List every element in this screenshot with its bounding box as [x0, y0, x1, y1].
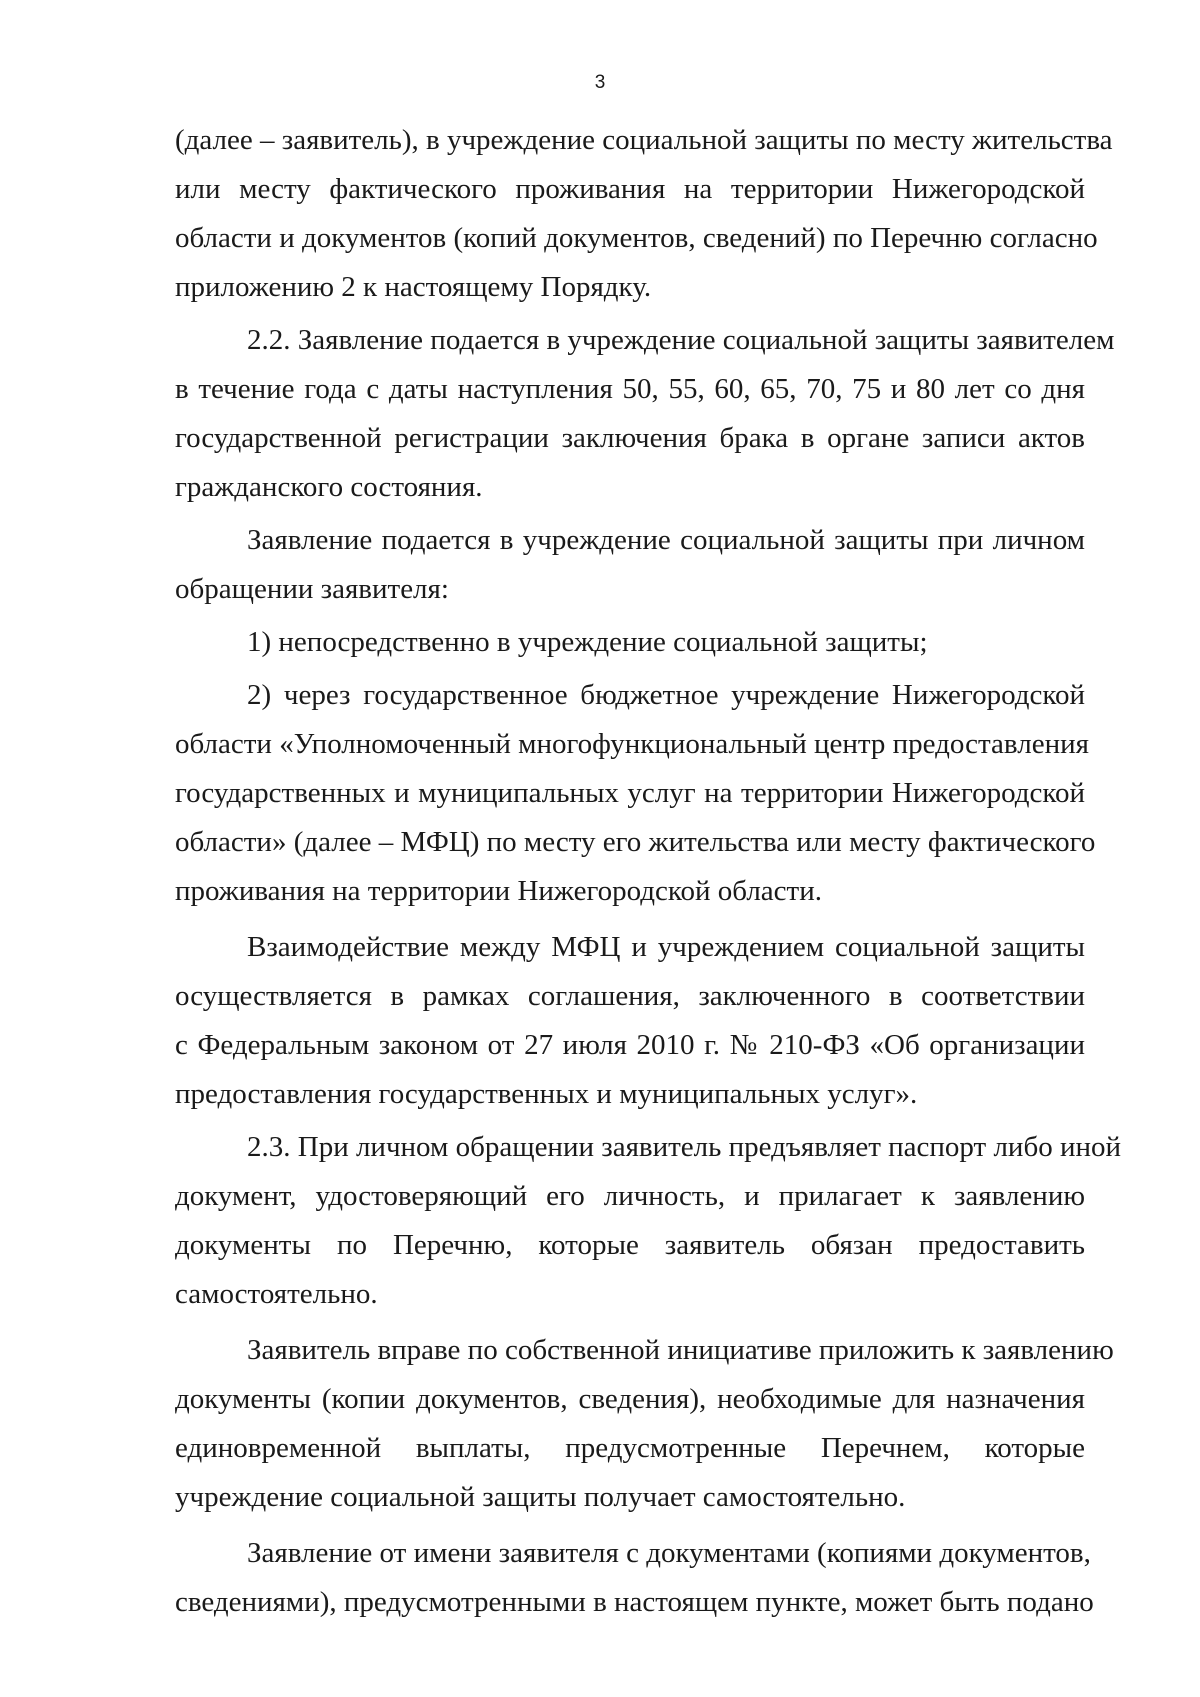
text-line: Взаимодействие между МФЦ и учреждением социальной защиты: [247, 931, 1085, 963]
paragraph-continuation: [175, 116, 1113, 312]
text-line: сведениями), предусмотренными в настоящем пункте, может быть подано: [175, 1586, 1094, 1618]
text-line: Заявление от имени заявителя с документами (копиями документов,: [247, 1537, 1091, 1569]
document-body: [175, 116, 1122, 1627]
paragraph-initiative: [175, 1326, 1114, 1522]
page-number: 3: [594, 72, 606, 93]
text-line: 2.3. При личном обращении заявитель предъявляет паспорт либо иной: [247, 1131, 1122, 1163]
text-line: документы по Перечню, которые заявитель обязан предоставить: [175, 1229, 1085, 1261]
text-line: области» (далее – МФЦ) по месту его жительства или месту фактического: [175, 826, 1096, 858]
text-line: самостоятельно.: [175, 1278, 378, 1310]
text-line: 1) непосредственно в учреждение социальной защиты;: [247, 626, 928, 658]
text-line: осуществляется в рамках соглашения, заключенного в соответствии: [175, 980, 1085, 1012]
text-line: государственной регистрации заключения брака в органе записи актов: [175, 422, 1085, 454]
list-item-2: [175, 671, 1096, 916]
text-line: Заявление подается в учреждение социальной защиты при личном: [247, 524, 1085, 556]
paragraph-on-behalf: [175, 1529, 1094, 1627]
list-item-1: [175, 618, 1085, 667]
paragraph-2-3: [175, 1123, 1122, 1319]
text-line: единовременной выплаты, предусмотренные Перечнем, которые: [175, 1432, 1085, 1464]
text-line: проживания на территории Нижегородской области.: [175, 875, 822, 907]
text-line: учреждение социальной защиты получает самостоятельно.: [175, 1481, 906, 1513]
text-line: приложению 2 к настоящему Порядку.: [175, 271, 652, 303]
paragraph-submission: [175, 516, 1085, 614]
text-line: гражданского состояния.: [175, 471, 483, 503]
text-line: документ, удостоверяющий его личность, и прилагает к заявлению: [175, 1180, 1085, 1212]
text-line: документы (копии документов, сведения), необходимые для назначения: [175, 1383, 1085, 1415]
paragraph-2-2: [175, 316, 1115, 512]
text-line: Заявитель вправе по собственной инициативе приложить к заявлению: [247, 1334, 1114, 1366]
paragraph-interaction: [175, 923, 1085, 1119]
text-line: обращении заявителя:: [175, 573, 449, 605]
text-line: (далее – заявитель), в учреждение социальной защиты по месту жительства: [175, 124, 1113, 156]
text-line: 2) через государственное бюджетное учреждение Нижегородской: [247, 679, 1085, 711]
text-line: в течение года с даты наступления 50, 55, 60, 65, 70, 75 и 80 лет со дня: [175, 373, 1085, 405]
text-line: области «Уполномоченный многофункциональный центр предоставления: [175, 728, 1089, 760]
text-line: государственных и муниципальных услуг на территории Нижегородской: [175, 777, 1085, 809]
text-line: области и документов (копий документов, сведений) по Перечню согласно: [175, 222, 1098, 254]
text-line: с Федеральным законом от 27 июля 2010 г. № 210-ФЗ «Об организации: [175, 1029, 1085, 1061]
text-line: предоставления государственных и муниципальных услуг».: [175, 1078, 918, 1110]
text-line: или месту фактического проживания на территории Нижегородской: [175, 173, 1085, 205]
text-line: 2.2. Заявление подается в учреждение социальной защиты заявителем: [247, 324, 1115, 356]
